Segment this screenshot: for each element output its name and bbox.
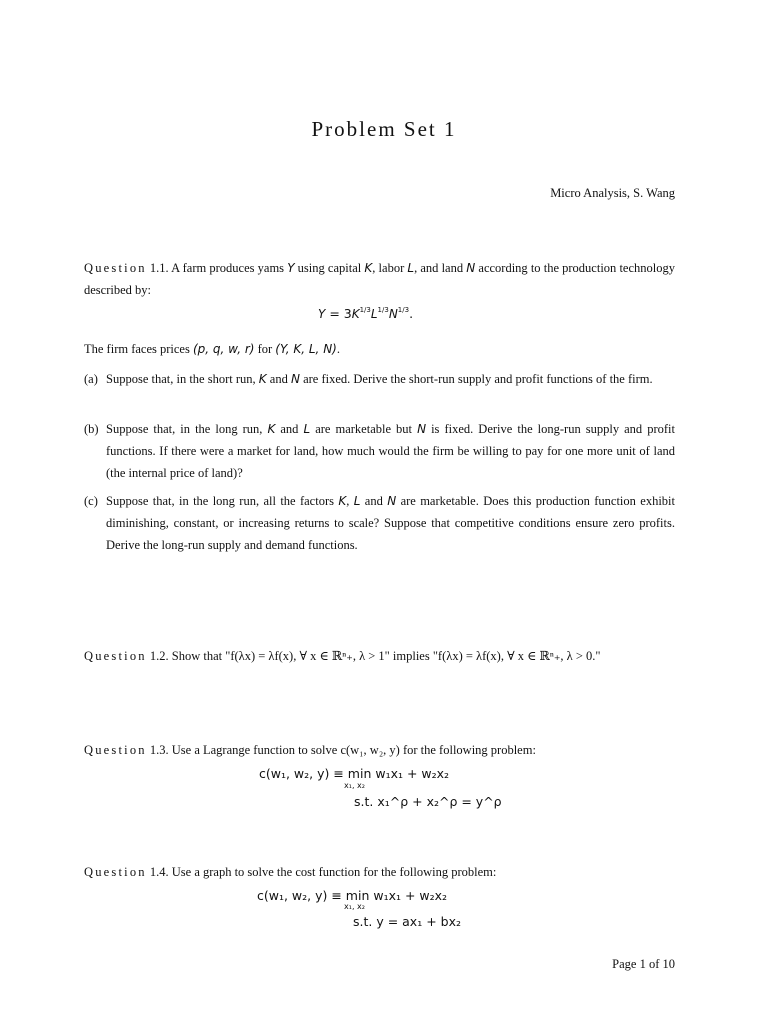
question-label: Question	[84, 743, 147, 757]
page-number: Page 1 of 10	[612, 957, 675, 971]
question-number: 1.2.	[149, 649, 169, 663]
question-label: Question	[84, 261, 147, 275]
q3-min-subscript: x₁, x₂	[344, 781, 365, 790]
part-a	[84, 368, 675, 390]
q4-min-subscript: x₁, x₂	[344, 902, 365, 911]
question-text: Use a graph to solve the cost function for the following problem:	[171, 865, 497, 879]
question-1-3	[84, 739, 675, 761]
production-equation: $Y = 3K^{1/3}L^{1/3}N^{1/3}$.	[318, 306, 414, 321]
part-text: Suppose that, in the short run, K and N are fixed. Derive the short-run supply and profit functions of the firm.	[106, 372, 653, 386]
question-label: Question	[84, 649, 147, 663]
q3-constraint: s.t. x₁^ρ + x₂^ρ = y^ρ	[354, 794, 502, 809]
question-text: Show that "f(λx) = λf(x), ∀ x ∈ ℝⁿ₊, λ > 1" implies "f(λx) = λf(x), ∀ x ∈ ℝⁿ₊, λ > 0."	[171, 649, 601, 663]
question-1-2	[84, 645, 675, 667]
prices-statement: The firm faces prices (p, q, w, r) for (Y, K, L, N).	[84, 342, 340, 356]
part-label: (b)	[84, 422, 99, 436]
question-number: 1.1.	[149, 261, 169, 275]
q3-objective: c(w₁, w₂, y) ≡ min w₁x₁ + w₂x₂	[259, 766, 450, 781]
question-text: Use a Lagrange function to solve c(w₁, w₂, y) for the following problem:	[171, 743, 536, 757]
part-label: (c)	[84, 494, 98, 508]
question-number: 1.3.	[149, 743, 169, 757]
part-text: Suppose that, in the long run, all the factors K, L and N are marketable. Does this production function exhibit diminishing, constant, or increasing returns to scale? Suppose that competitive conditions ensure zero profits. Derive the long-run supply and demand functions.	[106, 494, 675, 552]
question-1-4	[84, 861, 675, 883]
part-b	[84, 418, 675, 484]
course-author: Micro Analysis, S. Wang	[550, 186, 675, 200]
page-title: Problem Set 1	[311, 117, 457, 141]
part-text: Suppose that, in the long run, K and L are marketable but N is fixed. Derive the long-run supply and profit functions. If there were a market for land, how much would the firm be willing to pay for one more unit of land (the internal price of land)?	[106, 422, 675, 480]
q4-constraint: s.t. y = ax₁ + bx₂	[353, 914, 461, 929]
question-label: Question	[84, 865, 147, 879]
question-number: 1.4.	[149, 865, 169, 879]
question-text: A farm produces yams Y using capital K, labor L, and land N according to the production technology described by:	[84, 261, 675, 297]
question-1-1-intro	[84, 257, 675, 301]
part-c	[84, 490, 675, 556]
q4-objective: c(w₁, w₂, y) ≡ min w₁x₁ + w₂x₂	[257, 888, 448, 903]
part-label: (a)	[84, 372, 98, 386]
